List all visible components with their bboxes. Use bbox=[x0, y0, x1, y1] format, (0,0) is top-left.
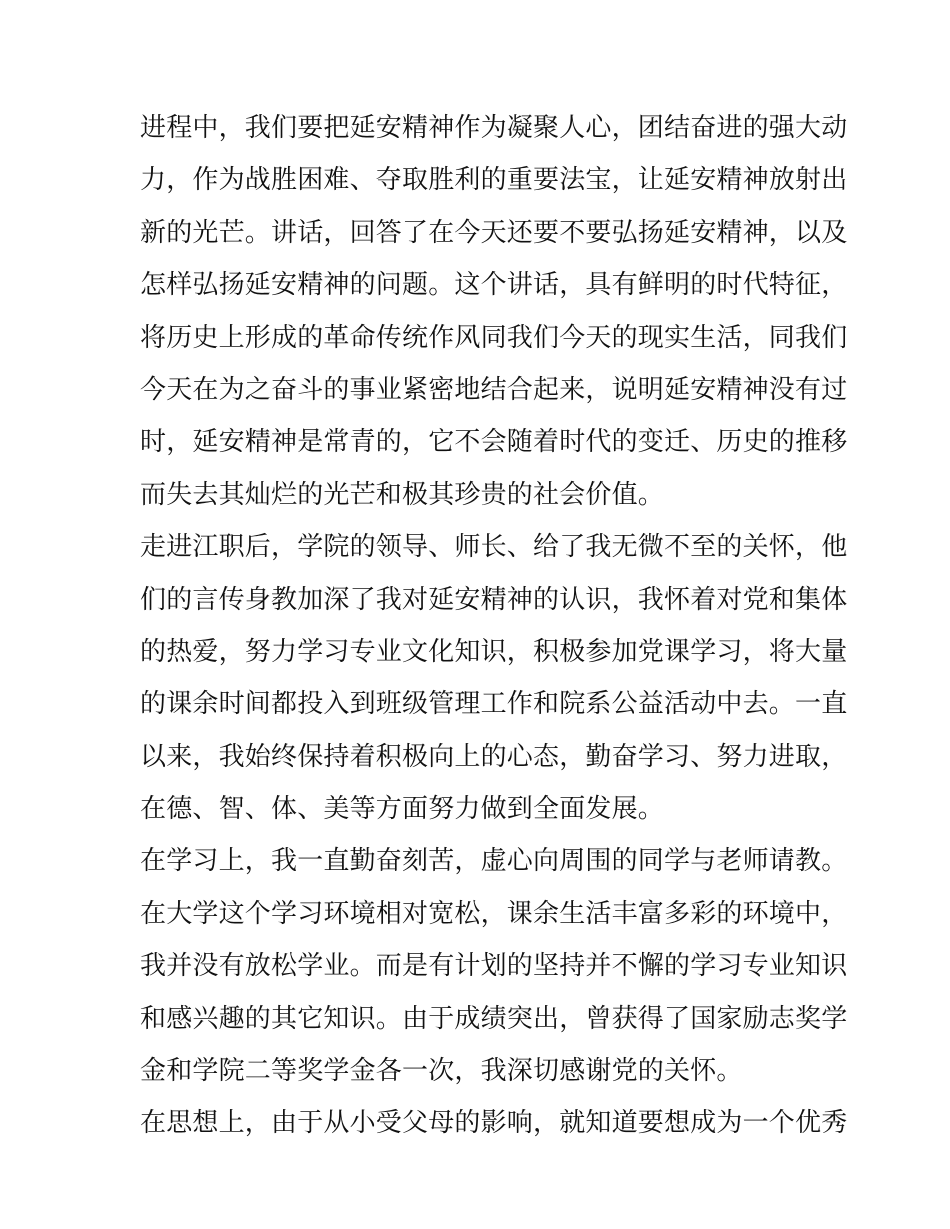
text-line: 在学习上，我一直勤奋刻苦，虚心向周围的同学与老师请教。 bbox=[140, 846, 848, 877]
text-line: 在大学这个学习环境相对宽松，课余生活丰富多彩的环境中， bbox=[140, 898, 848, 929]
text-line: 而失去其灿烂的光芒和极其珍贵的社会价值。 bbox=[140, 479, 665, 510]
text-line: 将历史上形成的革命传统作风同我们今天的现实生活，同我们 bbox=[140, 322, 848, 353]
text-line: 我并没有放松学业。而是有计划的坚持并不懈的学习专业知识 bbox=[140, 951, 848, 982]
text-line: 们的言传身教加深了我对延安精神的认识，我怀着对党和集体 bbox=[140, 584, 848, 615]
text-line: 新的光芒。讲话，回答了在今天还要不要弘扬延安精神，以及 bbox=[140, 217, 848, 248]
text-line: 和感兴趣的其它知识。由于成绩突出，曾获得了国家励志奖学 bbox=[140, 1003, 848, 1034]
text-line: 的热爱，努力学习专业文化知识，积极参加党课学习，将大量 bbox=[140, 636, 848, 667]
text-line: 进程中，我们要把延安精神作为凝聚人心，团结奋进的强大动 bbox=[140, 113, 848, 143]
text-line: 的课余时间都投入到班级管理工作和院系公益活动中去。一直 bbox=[140, 689, 848, 720]
text-line: 走进江职后，学院的领导、师长、给了我无微不至的关怀，他 bbox=[140, 532, 848, 563]
text-line: 力，作为战胜困难、夺取胜利的重要法宝，让延安精神放射出 bbox=[140, 165, 848, 196]
text-line: 以来，我始终保持着积极向上的心态，勤奋学习、努力进取， bbox=[140, 741, 848, 772]
text-line: 在思想上，由于从小受父母的影响，就知道要想成为一个优秀 bbox=[140, 1108, 848, 1139]
text-line: 时，延安精神是常青的，它不会随着时代的变迁、历史的推移 bbox=[140, 427, 848, 458]
body-text bbox=[140, 102, 848, 1150]
text-line: 今天在为之奋斗的事业紧密地结合起来，说明延安精神没有过 bbox=[140, 374, 848, 405]
text-line: 金和学院二等奖学金各一次，我深切感谢党的关怀。 bbox=[140, 1056, 743, 1087]
text-line: 怎样弘扬延安精神的问题。这个讲话，具有鲜明的时代特征， bbox=[140, 270, 848, 301]
text-line: 在德、智、体、美等方面努力做到全面发展。 bbox=[140, 794, 665, 825]
